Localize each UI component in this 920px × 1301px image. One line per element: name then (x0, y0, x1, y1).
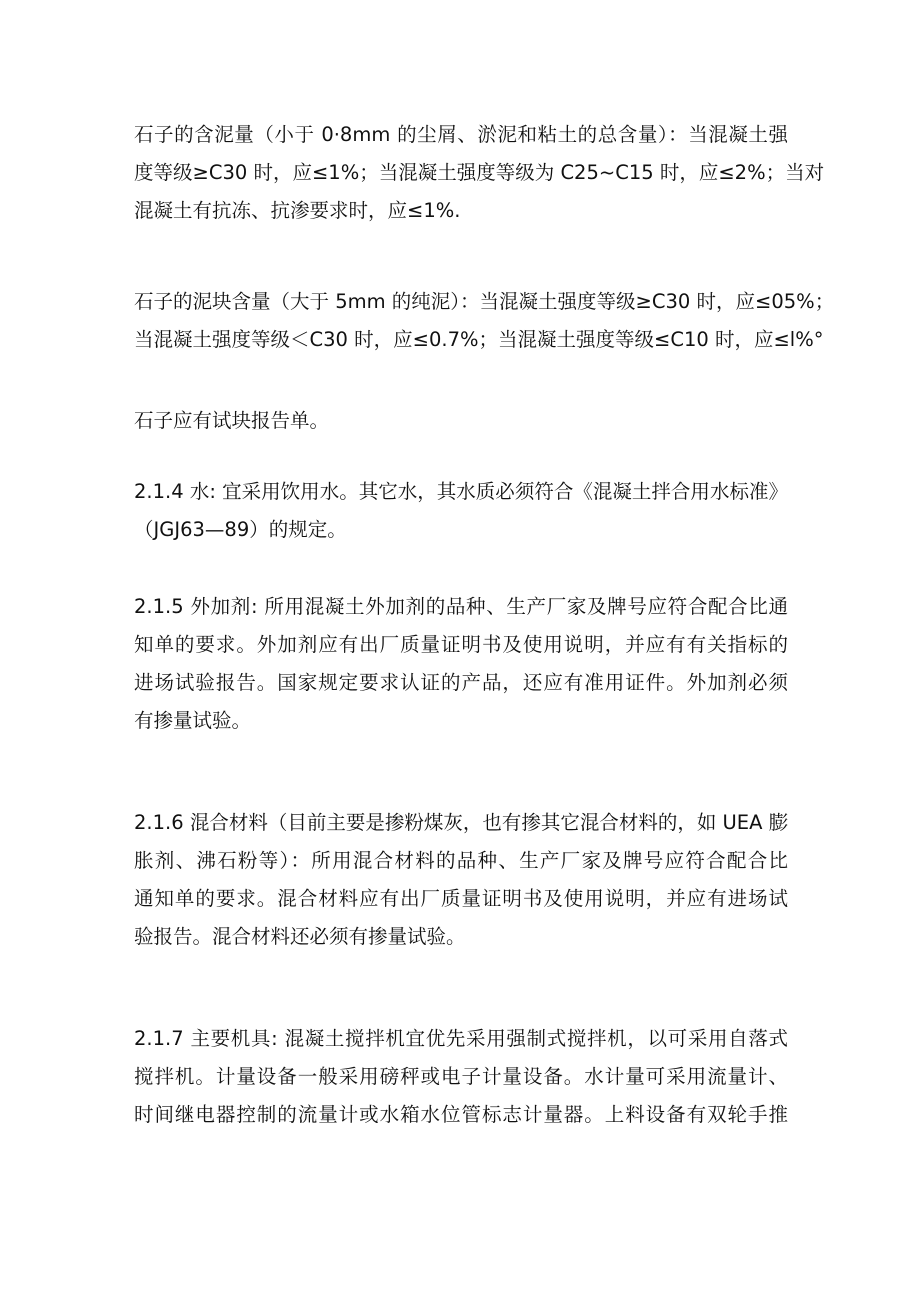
text-line: 胀剂、沸石粉等）：所用混合材料的品种、生产厂家及牌号应符合配合比 (134, 849, 788, 872)
text-line: 验报告。混合材料还必须有掺量试验。 (134, 925, 466, 948)
text-line: 度等级≥C30 时，应≤1%；当混凝土强度等级为 C25~C15 时，应≤2%；当对 (134, 161, 825, 184)
text-line: 2.1.4 水: 宜采用饮用水。其它水，其水质必须符合《混凝土拌合用水标准》 (134, 480, 788, 503)
paragraph-section-2-1-6 (134, 804, 794, 956)
text-line: 2.1.5 外加剂: 所用混凝土外加剂的品种、生产厂家及牌号应符合配合比通 (134, 595, 788, 618)
text-line: 当混凝土强度等级＜C30 时，应≤0.7%；当混凝土强度等级≤C10 时，应≤l%° (134, 328, 824, 351)
paragraph-section-2-1-7 (134, 1020, 794, 1134)
paragraph-stone-clay-lump-content (134, 283, 835, 359)
paragraph-section-2-1-4 (134, 473, 794, 549)
text-line: 搅拌机。计量设备一般采用磅秤或电子计量设备。水计量可采用流量计、 (134, 1065, 788, 1088)
text-line: 通知单的要求。混合材料应有出厂质量证明书及使用说明，并应有进场试 (134, 887, 788, 910)
text-line: （JGJ63—89）的规定。 (134, 518, 347, 541)
text-line: 知单的要求。外加剂应有出厂质量证明书及使用说明，并应有有关指标的 (134, 633, 788, 656)
text-line: 石子应有试块报告单。 (134, 409, 330, 432)
paragraph-section-2-1-5 (134, 588, 794, 740)
text-line: 混凝土有抗冻、抗渗要求时，应≤1%. (134, 199, 461, 222)
text-line: 有掺量试验。 (134, 709, 252, 732)
text-line: 石子的含泥量（小于 0·8mm 的尘屑、淤泥和粘土的总含量）：当混凝土强 (134, 123, 788, 146)
text-line: 时间继电器控制的流量计或水箱水位管标志计量器。上料设备有双轮手推 (134, 1103, 788, 1126)
paragraph-stone-mud-content (134, 116, 825, 230)
text-line: 石子的泥块含量（大于 5mm 的纯泥）：当混凝土强度等级≥C30 时，应≤05%； (134, 290, 835, 313)
text-line: 进场试验报告。国家规定要求认证的产品，还应有准用证件。外加剂必须 (134, 671, 788, 694)
text-line: 2.1.7 主要机具: 混凝土搅拌机宜优先采用强制式搅拌机，以可采用自落式 (134, 1027, 788, 1050)
paragraph-stone-test-report (134, 402, 794, 440)
text-line: 2.1.6 混合材料（目前主要是掺粉煤灰，也有掺其它混合材料的，如 UEA 膨 (134, 811, 789, 834)
